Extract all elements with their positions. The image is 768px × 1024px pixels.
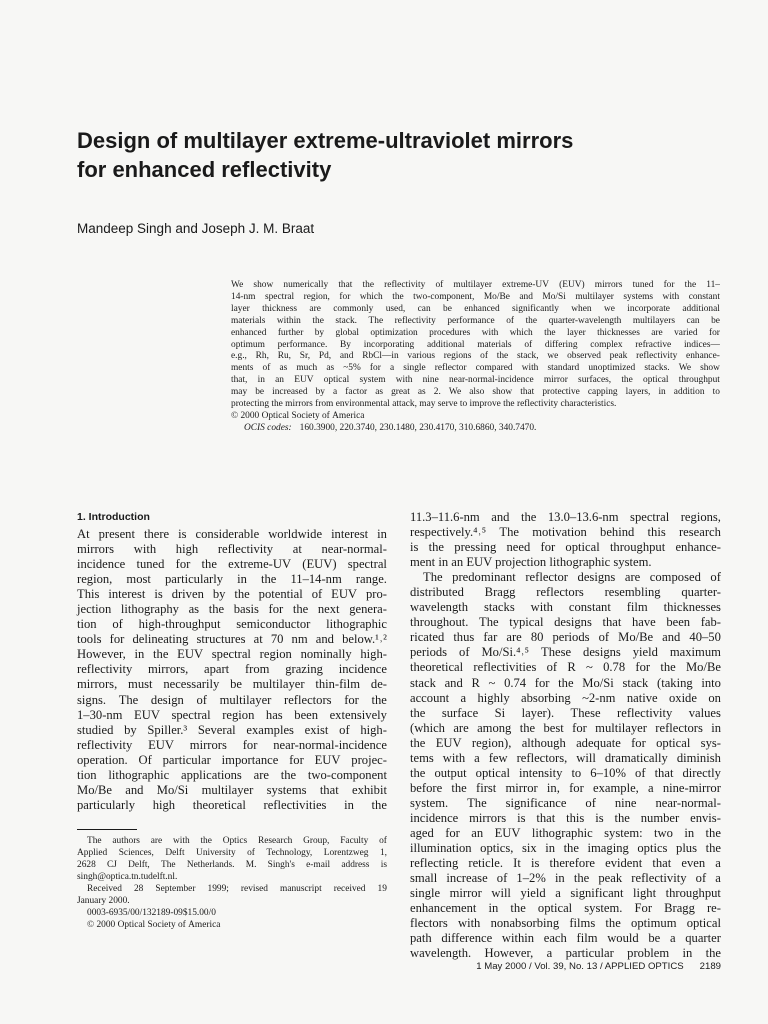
body-line: distributed Bragg reflectors resembling quarter-	[410, 585, 721, 600]
body-line: the EUV region), although adequate for optical sys-	[410, 735, 721, 750]
body-line: reflectivity EUV mirrors for near-normal-incidence	[77, 737, 387, 752]
abstract-line: e.g., Rh, Ru, Sr, Pd, and RbCl—in various regions of the stack, we observed peak reflectivity enhance-	[231, 351, 720, 362]
body-line: region, most particularly in the 11–14-nm range.	[77, 572, 387, 587]
body-line: aged for an EUV lithographic system: two in the	[410, 825, 721, 840]
footnote-line: 2628 CJ Delft, The Netherlands. M. Singh's e-mail address is	[77, 860, 387, 870]
ocis-codes	[231, 423, 720, 435]
body-line: tools for delineating structures at 70 nm and below.¹˒²	[77, 632, 387, 647]
body-line: before the first mirror in, for example, a nine-mirror	[410, 780, 721, 795]
journal-citation: 1 May 2000 / Vol. 39, No. 13 / APPLIED OPTICS	[476, 961, 684, 972]
body-line: incidence tuned for the extreme-UV (EUV) spectral	[77, 557, 387, 572]
footnote-line: Applied Sciences, Delft University of Technology, Lorentzweg 1,	[77, 848, 387, 858]
body-line: mirrors with high reflectivity at near-normal-	[77, 542, 387, 557]
abstract	[231, 280, 720, 435]
body-line: incidence mirrors is that this is the number envis-	[410, 810, 721, 825]
body-line: ment in an EUV projection lithographic system.	[410, 555, 655, 570]
body-line: stack and R ~ 0.74 for the Mo/Si stack (taking into	[410, 675, 721, 690]
body-line: This interest is driven by the potential of EUV pro-	[77, 587, 387, 602]
abstract-line: We show numerically that the reflectivity of multilayer extreme-UV (EUV) mirrors tuned for the 11–	[231, 280, 720, 290]
body-line: 1–30-nm EUV spectral region has been extensively	[77, 707, 387, 722]
body-line: tion lithographic applications are the two-component	[77, 767, 387, 782]
body-line: jection lithography as the basis for the next genera-	[77, 602, 387, 617]
body-line: tion of high-throughput semiconductor lithographic	[77, 617, 387, 632]
footnote-line: The authors are with the Optics Research Group, Faculty of	[87, 836, 387, 846]
author-footnote	[77, 835, 387, 931]
footnote-line: singh@optica.tn.tudelft.nl.	[77, 872, 180, 882]
body-line: At present there is considerable worldwide interest in	[77, 527, 387, 541]
left-column	[77, 527, 387, 813]
abstract-line: optimum performance. By incorporating additional materials of differing complex refractive indices—	[231, 339, 720, 350]
title-line: for enhanced reflectivity	[77, 157, 332, 182]
abstract-line: layer thickness are commonly used, can be enhanced significantly when we incorporate additional	[231, 303, 720, 314]
body-line: (which are among the best for multilayer reflectors in	[410, 720, 721, 735]
body-line: the surface Si layer). These reflectivity values	[410, 705, 721, 720]
body-line: illumination optics, six in the imaging optics plus the	[410, 841, 721, 856]
body-line: theoretical reflectivities of R ~ 0.78 for the Mo/Be	[410, 660, 721, 675]
right-column	[410, 510, 721, 961]
body-line: operation. Of particular importance for EUV projec-	[77, 752, 387, 767]
abstract-line: protecting the mirrors from environmental attack, may serve to improve the reflectivity characteristics.	[231, 399, 619, 410]
page-number: 2189	[699, 961, 721, 972]
page-footer	[440, 961, 721, 972]
ocis-code-list: 160.3900, 220.3740, 230.1480, 230.4170, 310.6860, 340.7470.	[299, 422, 537, 433]
body-line: ricated thus far are 80 periods of Mo/Be and 40–50	[410, 630, 721, 645]
paper-title	[77, 126, 697, 184]
body-line: path difference within each film would be a quarter	[410, 931, 721, 946]
ocis-label: OCIS codes:	[244, 422, 292, 433]
body-line: small increase of 1–2% in the peak reflectivity of a	[410, 871, 721, 886]
abstract-line: enhanced further by global optimization procedures with which the layer thicknesses are varied for	[231, 327, 720, 338]
body-line: throughout. The typical designs that have been fab-	[410, 615, 721, 630]
author-list: Mandeep Singh and Joseph J. M. Braat	[77, 221, 315, 236]
footnote-line: © 2000 Optical Society of America	[87, 920, 223, 930]
title-line: Design of multilayer extreme-ultraviolet mirrors	[77, 128, 574, 153]
copyright-line: © 2000 Optical Society of America	[231, 410, 367, 421]
body-line: signs. The design of multilayer reflectors for the	[77, 692, 387, 707]
body-line: wavelength stacks with constant film thicknesses	[410, 600, 721, 615]
body-line: is the pressing need for optical throughput enhance-	[410, 540, 721, 555]
abstract-line: may be increased by a factor as great as 2. We also show that protective capping layers, in addition to	[231, 387, 720, 398]
abstract-line: that, in an EUV optical system with nine near-normal-incidence mirror surfaces, the optical throughput	[231, 375, 720, 386]
body-line: flectors with nonabsorbing films the optimum optical	[410, 916, 721, 931]
body-line: Mo/Be and Mo/Si multilayer systems that exhibit	[77, 782, 387, 797]
footnote-divider	[77, 829, 137, 830]
footnote-line: 0003-6935/00/132189-09$15.00/0	[87, 908, 219, 918]
abstract-line: ments of as much as ~5% for a single reflector compared with standard unoptimized stacks. We show	[231, 363, 720, 374]
abstract-line: 14-nm spectral region, for which the two-component, Mo/Be and Mo/Si multilayer systems with constant	[231, 291, 720, 302]
body-line: 11.3–11.6-nm and the 13.0–13.6-nm spectral regions,	[410, 510, 721, 524]
body-line: mirrors, must necessarily be multilayer thin-film de-	[77, 677, 387, 692]
section-heading-introduction: 1. Introduction	[77, 511, 150, 523]
body-line: system. The significance of nine near-normal-	[410, 795, 721, 810]
body-line: respectively.⁴˒⁵ The motivation behind this research	[410, 525, 721, 540]
body-line: single mirror will yield a significant light throughput	[410, 886, 721, 901]
body-line: reflectivity mirrors, apart from grazing incidence	[77, 662, 387, 677]
footnote-line: Received 28 September 1999; revised manuscript received 19	[87, 884, 387, 894]
body-line: periods of Mo/Si.⁴˒⁵ These designs yield maximum	[410, 645, 721, 660]
body-line: account a highly absorbing ~2-nm native oxide on	[410, 690, 721, 705]
abstract-line: materials within the stack. The reflectivity performance of the quarter-wavelength multilayers can be	[231, 315, 720, 326]
body-line: particularly high theoretical reflectivities in the	[77, 797, 387, 812]
body-line: tems with a few reflectors, will dramatically diminish	[410, 750, 721, 765]
body-line: the output optical intensity to 6–10% of that directly	[410, 765, 721, 780]
body-line: The predominant reflector designs are composed of	[423, 570, 721, 585]
body-line: However, in the EUV spectral region nominally high-	[77, 647, 387, 662]
footnote-line: January 2000.	[77, 896, 132, 906]
body-line: enhancement in the optical system. For Bragg re-	[410, 901, 721, 916]
body-line: studied by Spiller.³ Several examples exist of high-	[77, 722, 387, 737]
body-line: reflecting reticle. It is therefore evident that even a	[410, 856, 721, 871]
body-line: wavelength. However, a particular problem in the	[410, 946, 721, 961]
